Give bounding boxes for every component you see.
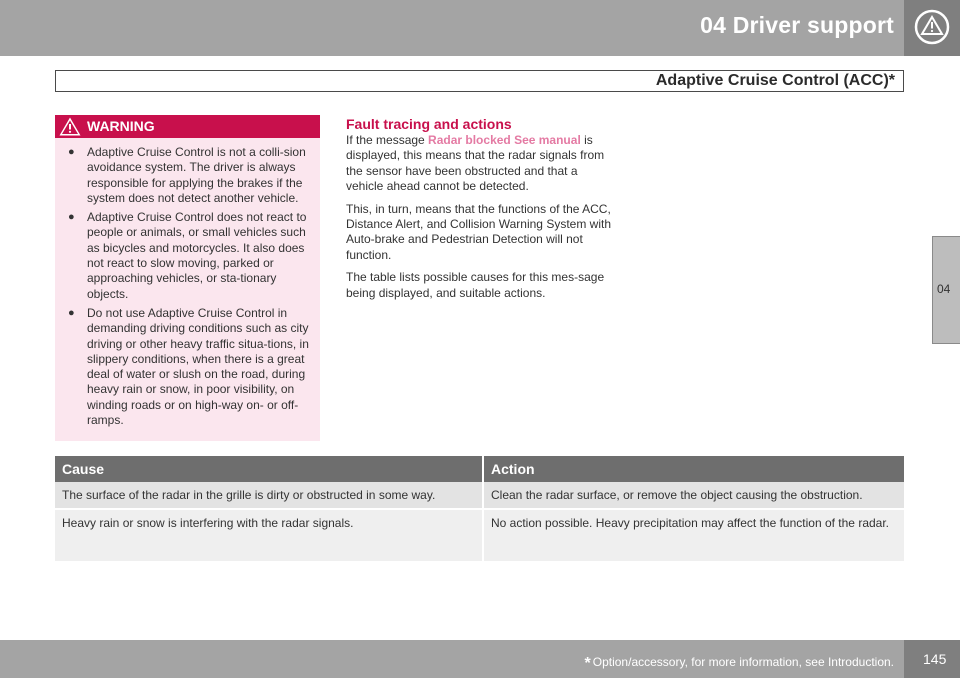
warning-box xyxy=(55,115,320,441)
cause-action-table xyxy=(55,456,904,561)
footer-note-star: * xyxy=(584,655,591,672)
warning-triangle-icon xyxy=(58,116,82,137)
list-item xyxy=(55,145,320,206)
table-row xyxy=(55,509,904,561)
bullet-icon: ● xyxy=(68,211,75,224)
warning-list xyxy=(55,145,320,432)
chapter-title: 04 Driver support xyxy=(700,12,894,38)
footer-note xyxy=(585,655,894,673)
display-message-text: Radar blocked See manual xyxy=(428,133,581,147)
table-header-row xyxy=(55,456,904,482)
list-item xyxy=(55,210,320,302)
warning-item-text: Adaptive Cruise Control does not react to people or animals, or small vehicles such as bicycles and motorcycles. It also does not react to slow moving, parked or approaching vehicles, or sta-tionary objects. xyxy=(87,210,307,301)
table-row xyxy=(55,482,904,509)
table-cell-action: No action possible. Heavy precipitation may affect the function of the radar. xyxy=(483,509,904,561)
table-cell-cause: The surface of the radar in the grille is dirty or obstructed in some way. xyxy=(55,482,483,509)
chapter-side-tab-label: 04 xyxy=(937,282,951,296)
page-number: 145 xyxy=(923,651,947,667)
fault-paragraph-1 xyxy=(346,133,616,195)
bullet-icon: ● xyxy=(68,306,75,319)
fault-p1-before: If the message xyxy=(346,133,429,147)
fault-tracing-section xyxy=(346,116,616,308)
fault-heading: Fault tracing and actions xyxy=(346,116,512,132)
table-cell-cause: Heavy rain or snow is interfering with the radar signals. xyxy=(55,509,483,561)
list-item xyxy=(55,306,320,428)
warning-triangle-circle-icon xyxy=(913,8,951,46)
footer-note-text: Option/accessory, for more information, see Introduction. xyxy=(592,655,894,669)
section-subtitle: Adaptive Cruise Control (ACC)* xyxy=(655,72,895,89)
column-header-action: Action xyxy=(483,456,904,482)
section-subtitle-bar xyxy=(55,70,904,92)
warning-header xyxy=(55,115,320,138)
warning-item-text: Adaptive Cruise Control is not a colli-sion avoidance system. The driver is always responsible for applying the brakes if the system does not detect another vehicle. xyxy=(87,145,306,205)
column-header-cause: Cause xyxy=(55,456,483,482)
header-icon-box xyxy=(904,0,960,56)
table-cell-action: Clean the radar surface, or remove the object causing the obstruction. xyxy=(483,482,904,509)
warning-title: WARNING xyxy=(87,118,155,134)
bullet-icon: ● xyxy=(68,146,75,158)
fault-p1-after: is displayed, this means that the radar signals from the sensor have been obstructed and that a vehicle ahead cannot be detected. xyxy=(346,133,605,194)
warning-item-text: Do not use Adaptive Cruise Control in demanding driving conditions such as city driving or other heavy traffic situa-tions, in slippery conditions, when there is a great deal of water or slush on the road, during heavy rain or snow, in poor visibility, on winding roads or on high-way on- or off-ramps. xyxy=(87,305,309,428)
fault-paragraph-3: The table lists possible causes for this mes-sage being displayed, and suitable actions. xyxy=(346,270,605,300)
fault-paragraph-2: This, in turn, means that the functions of the ACC, Distance Alert, and Collision Warning System with Auto-brake and Pedestrian Detection will not function. xyxy=(346,201,611,262)
